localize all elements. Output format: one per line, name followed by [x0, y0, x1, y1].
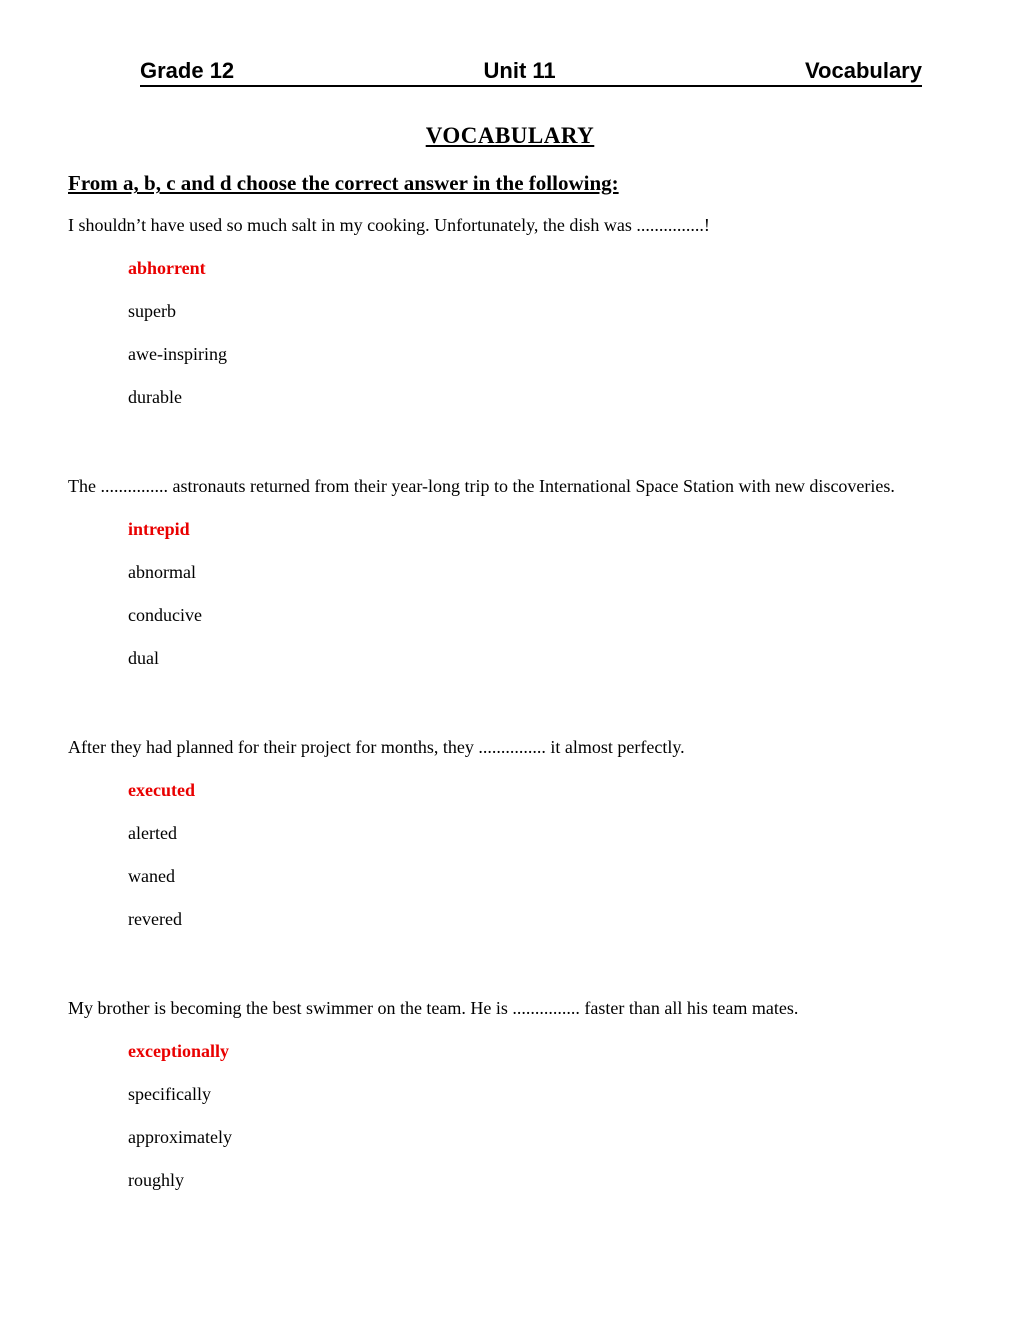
instruction-heading: From a, b, c and d choose the correct answer in the following: [68, 171, 619, 196]
page-title: VOCABULARY [425, 123, 595, 149]
question-text: The ............... astronauts returned from their year-long trip to the International Space Station with new discoveries. [68, 476, 895, 497]
question-text: I shouldn’t have used so much salt in my cooking. Unfortunately, the dish was ...............! [68, 215, 710, 236]
answer-option: revered [128, 909, 182, 930]
header-grade: Grade 12 [140, 58, 235, 83]
answer-option: dual [128, 648, 159, 669]
answer-option: awe-inspiring [128, 344, 227, 365]
header-subject: Vocabulary [805, 58, 922, 83]
answer-option: conducive [128, 605, 202, 626]
question-block-1 [68, 204, 1000, 419]
answer-option: superb [128, 301, 176, 322]
question-text: My brother is becoming the best swimmer on the team. He is ............... faster than all his team mates. [68, 998, 799, 1019]
question-block-4 [68, 987, 1000, 1202]
question-block-2 [68, 465, 1000, 680]
answer-option-correct: exceptionally [128, 1041, 229, 1062]
question-block-3 [68, 726, 1000, 941]
answer-option: roughly [128, 1170, 184, 1191]
answer-option: abnormal [128, 562, 196, 583]
answer-option: waned [128, 866, 175, 887]
answer-option: approximately [128, 1127, 232, 1148]
answer-option: durable [128, 387, 182, 408]
answer-option-correct: intrepid [128, 519, 190, 540]
answer-option: alerted [128, 823, 177, 844]
answer-option-correct: abhorrent [128, 258, 206, 279]
question-list [0, 204, 1020, 1202]
question-text: After they had planned for their project for months, they ............... it almost perfectly. [68, 737, 685, 758]
header-unit: Unit 11 [483, 58, 556, 83]
answer-option: specifically [128, 1084, 211, 1105]
answer-option-correct: executed [128, 780, 195, 801]
page-header [140, 58, 922, 87]
